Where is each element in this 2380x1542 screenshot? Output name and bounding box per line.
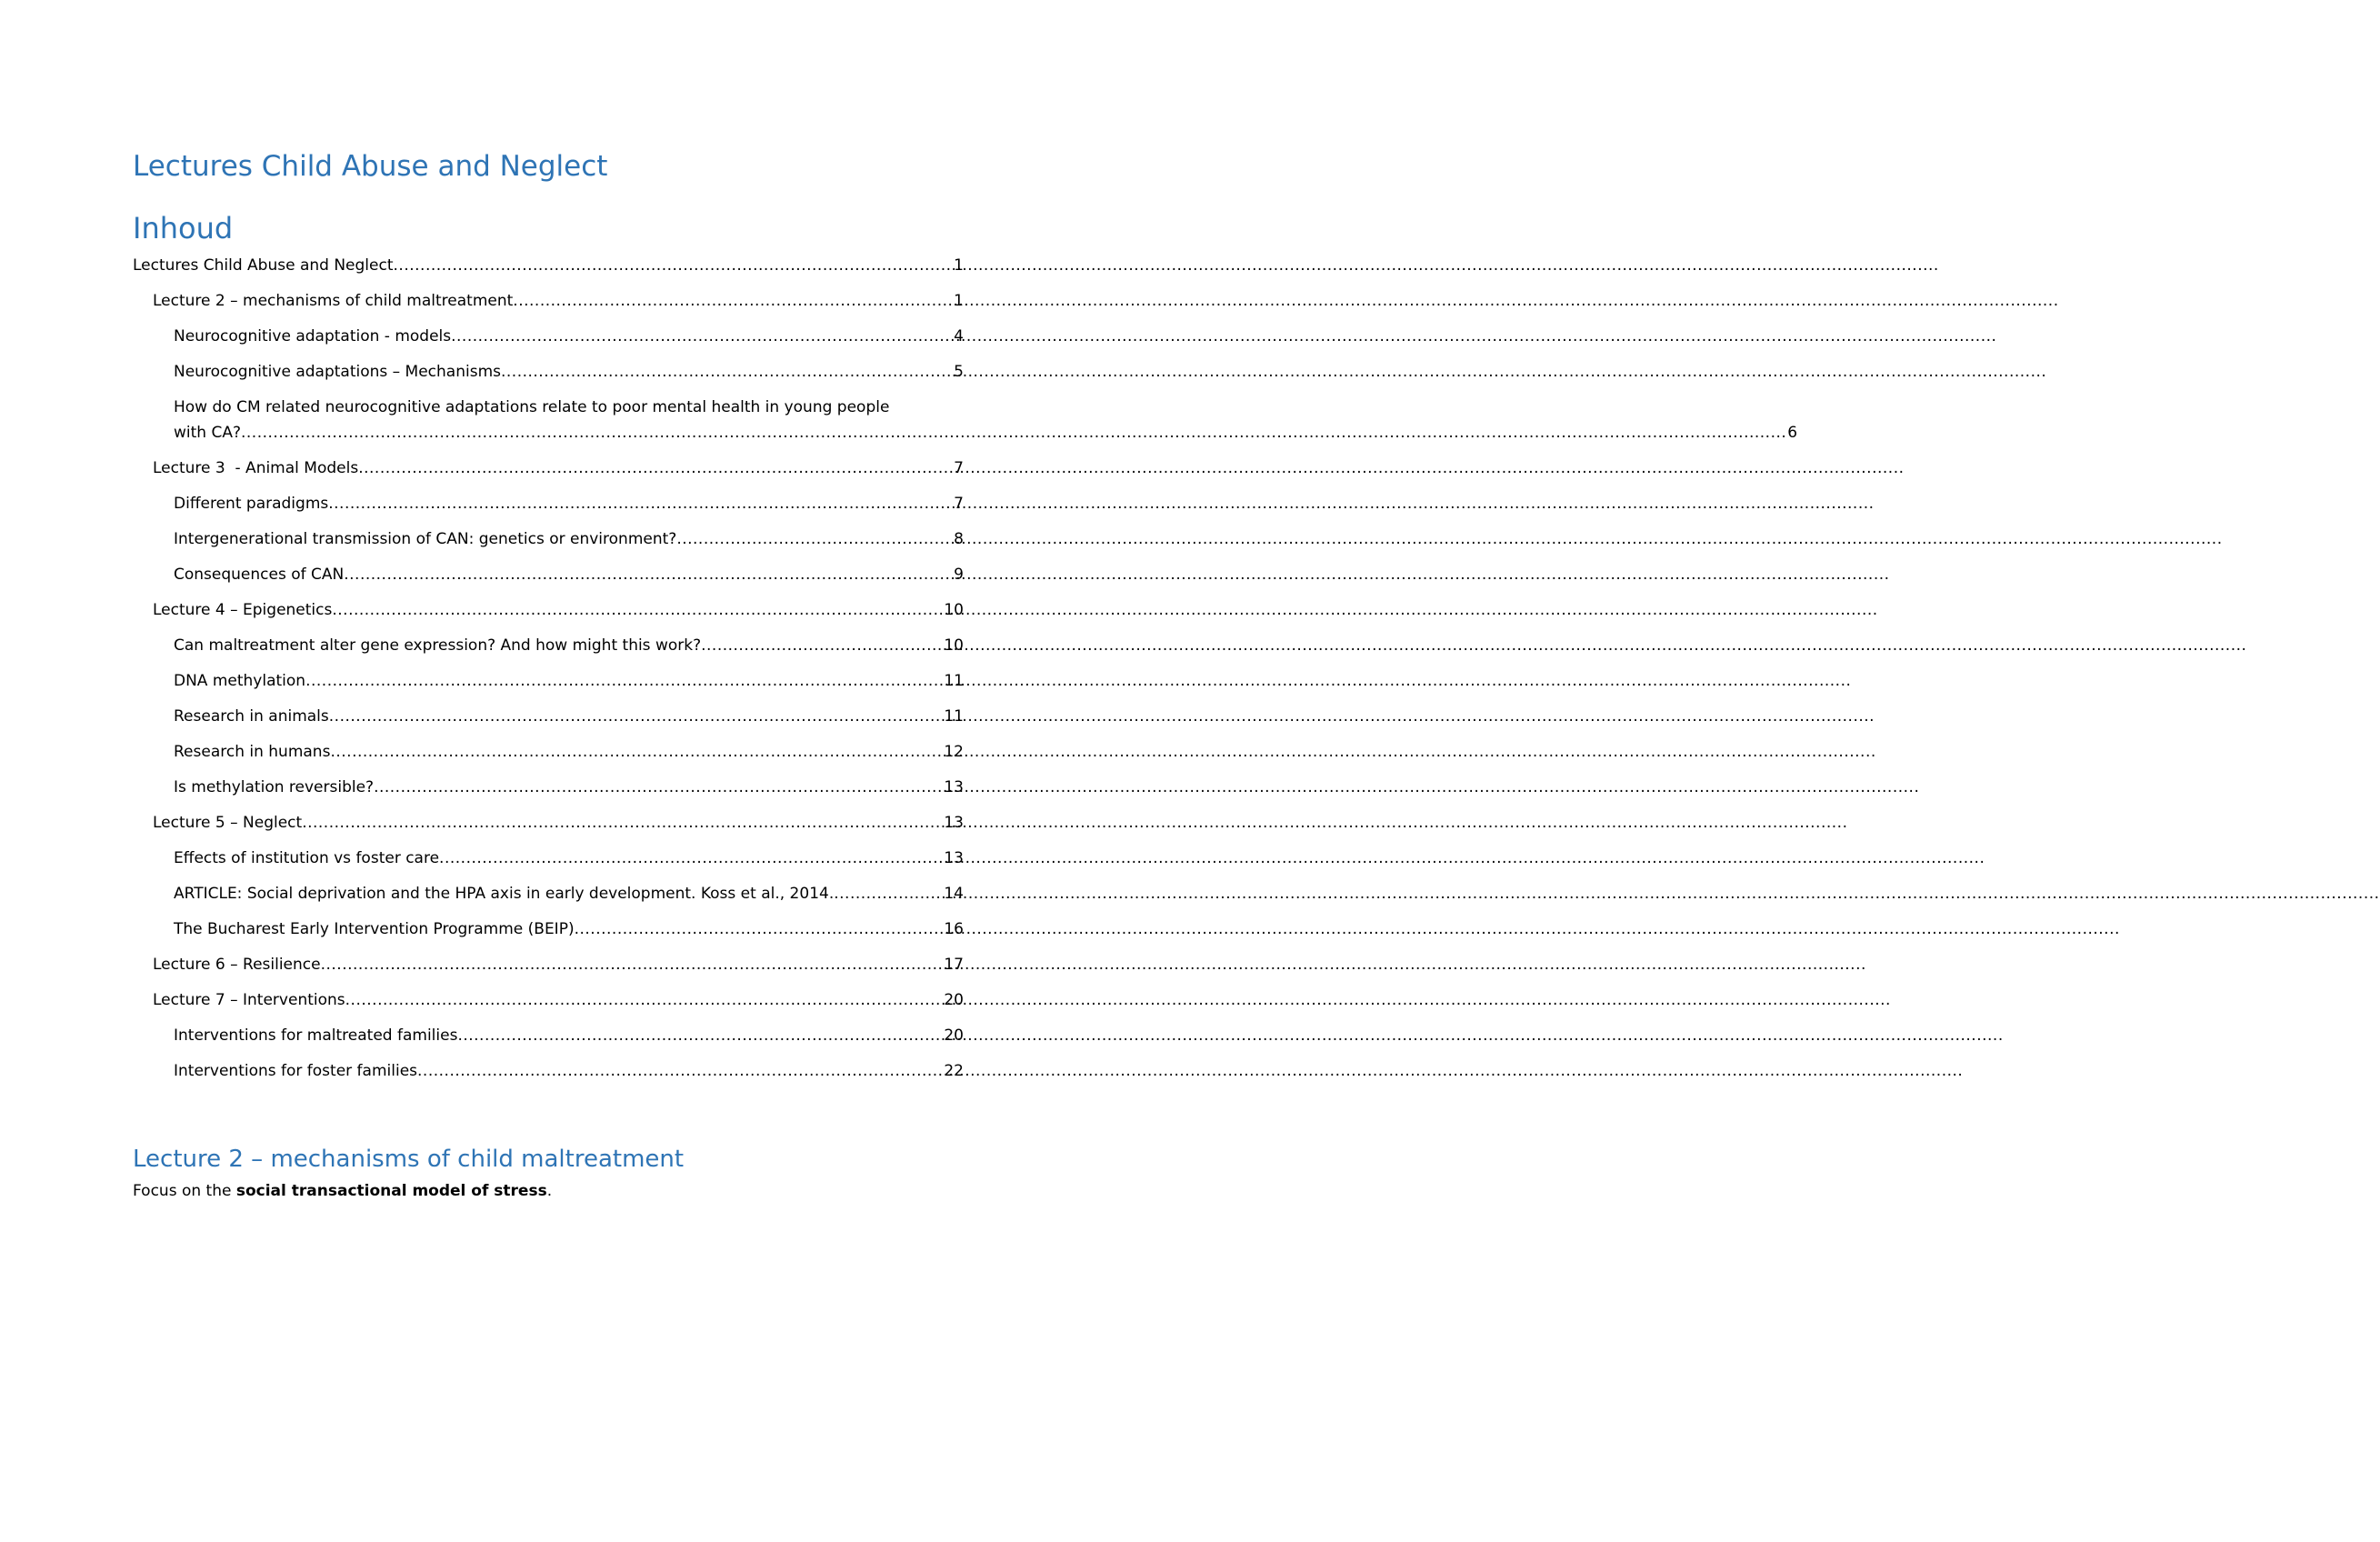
toc-leader	[328, 491, 953, 516]
toc-entry[interactable]	[133, 324, 964, 349]
intro-bold-term: social transactional model of stress	[235, 1182, 547, 1200]
toc-page-number: 12	[944, 743, 964, 761]
toc-entry-text: Different paradigms	[174, 495, 329, 513]
toc-entry-text: Can maltreatment alter gene expression? And how might this work?	[174, 636, 702, 655]
toc-leader	[394, 253, 954, 278]
toc-leader	[513, 288, 953, 314]
toc-entry[interactable]	[133, 456, 964, 481]
toc-leader	[417, 1058, 943, 1084]
toc-entry[interactable]	[133, 775, 964, 800]
intro-prefix: Focus on the	[133, 1182, 236, 1200]
toc-leader	[451, 324, 953, 349]
toc-entry-second-row	[174, 420, 1797, 446]
toc-entry-text: Lecture 2 – mechanisms of child maltreatment	[153, 292, 514, 310]
toc-entry[interactable]	[133, 881, 964, 906]
toc-entry[interactable]	[133, 633, 964, 658]
toc-leader	[305, 668, 943, 694]
toc-leader	[332, 597, 943, 623]
toc-page-number: 20	[944, 991, 964, 1009]
toc-entry[interactable]	[133, 739, 964, 765]
toc-entry[interactable]	[133, 395, 1798, 446]
toc-entry-text: Intergenerational transmission of CAN: genetics or environment?	[174, 530, 677, 548]
toc-leader	[834, 881, 943, 906]
toc-leader	[358, 456, 953, 481]
toc-entry-text: Lecture 7 – Interventions	[153, 991, 345, 1009]
toc-leader	[344, 562, 953, 587]
toc-page-number: 13	[944, 849, 964, 867]
toc-entry-text: Lecture 4 – Epigenetics	[153, 601, 333, 619]
toc-page-number: 8	[954, 530, 964, 548]
toc-leader	[330, 739, 943, 765]
toc-entry[interactable]	[133, 704, 964, 729]
toc-entry[interactable]	[133, 526, 964, 552]
toc-page-number: 1	[954, 292, 964, 310]
toc-entry[interactable]	[133, 491, 964, 516]
toc-entry-text: Is methylation reversible?	[174, 778, 375, 796]
toc-entry[interactable]	[133, 1058, 964, 1084]
toc-entry[interactable]	[133, 562, 964, 587]
toc-entry-text: Effects of institution vs foster care	[174, 849, 440, 867]
toc-page-number: 20	[944, 1026, 964, 1045]
toc-entry[interactable]	[133, 597, 964, 623]
toc-page-number: 11	[944, 672, 964, 690]
section-intro-paragraph	[133, 1180, 552, 1202]
toc-page-number: 14	[944, 885, 964, 903]
toc-entry[interactable]	[133, 987, 964, 1013]
toc-entry-text: Interventions for foster families	[174, 1062, 418, 1080]
toc-entry[interactable]	[133, 846, 964, 871]
toc-entry[interactable]	[133, 952, 964, 977]
toc-entry-text: Consequences of CAN	[174, 566, 345, 584]
toc-entry[interactable]	[133, 916, 964, 942]
toc-entry-text: Neurocognitive adaptations – Mechanisms	[174, 363, 501, 381]
toc-page-number: 1	[954, 256, 964, 275]
toc-leader	[439, 846, 943, 871]
toc-page-number: 10	[944, 636, 964, 655]
toc-page-number: 9	[954, 566, 964, 584]
toc-leader	[241, 420, 1786, 446]
toc-leader	[321, 952, 944, 977]
toc-page-number: 7	[954, 459, 964, 477]
toc-entry-text: Research in animals	[174, 707, 329, 726]
toc-entry[interactable]	[133, 810, 964, 836]
toc-entry-text: ARTICLE: Social deprivation and the HPA axis in early development. Koss et al., 2014.	[174, 885, 835, 903]
toc-entry[interactable]	[133, 359, 964, 385]
toc-heading: Inhoud	[133, 211, 234, 245]
toc-page-number: 7	[954, 495, 964, 513]
toc-entry-text: Lecture 5 – Neglect	[153, 814, 303, 832]
toc-leader	[676, 526, 953, 552]
toc-leader	[302, 810, 943, 836]
toc-leader	[575, 916, 944, 942]
toc-entry[interactable]	[133, 1023, 964, 1048]
toc-page-number: 16	[944, 920, 964, 938]
toc-page-number: 13	[944, 814, 964, 832]
toc-entry[interactable]	[133, 288, 964, 314]
toc-entry-text-line2: with CA?	[174, 424, 241, 442]
toc-leader	[701, 633, 943, 658]
toc-page-number: 10	[944, 601, 964, 619]
intro-suffix: .	[546, 1182, 553, 1200]
toc-page-number: 22	[944, 1062, 964, 1080]
toc-leader	[374, 775, 943, 800]
toc-entry-wrapper	[174, 395, 1797, 446]
toc-page-number: 17	[944, 956, 964, 974]
toc-entry[interactable]	[133, 253, 964, 278]
toc-leader	[501, 359, 953, 385]
toc-entry-text: Research in humans	[174, 743, 331, 761]
toc-entry-text: Interventions for maltreated families	[174, 1026, 458, 1045]
toc-page-number: 5	[954, 363, 964, 381]
toc-entry-text: Lecture 3 - Animal Models	[153, 459, 359, 477]
toc-entry-text: DNA methylation	[174, 672, 306, 690]
toc-leader	[457, 1023, 943, 1048]
toc-entry-text: Neurocognitive adaptation - models	[174, 327, 452, 345]
table-of-contents	[133, 253, 1798, 1094]
toc-entry-text-line1: How do CM related neurocognitive adaptations relate to poor mental health in young people	[174, 398, 890, 416]
toc-page-number: 13	[944, 778, 964, 796]
toc-entry-text: Lectures Child Abuse and Neglect	[133, 256, 394, 275]
toc-leader	[329, 704, 944, 729]
toc-entry-text: Lecture 6 – Resilience	[153, 956, 321, 974]
toc-page-number: 11	[944, 707, 964, 726]
toc-entry-text: The Bucharest Early Intervention Programme (BEIP)	[174, 920, 575, 938]
toc-page-number: 4	[954, 327, 964, 345]
toc-page-number: 6	[1787, 424, 1798, 442]
section-heading: Lecture 2 – mechanisms of child maltreatment	[133, 1146, 685, 1173]
document-title: Lectures Child Abuse and Neglect	[133, 150, 608, 183]
toc-leader	[345, 987, 944, 1013]
toc-entry[interactable]	[133, 668, 964, 694]
